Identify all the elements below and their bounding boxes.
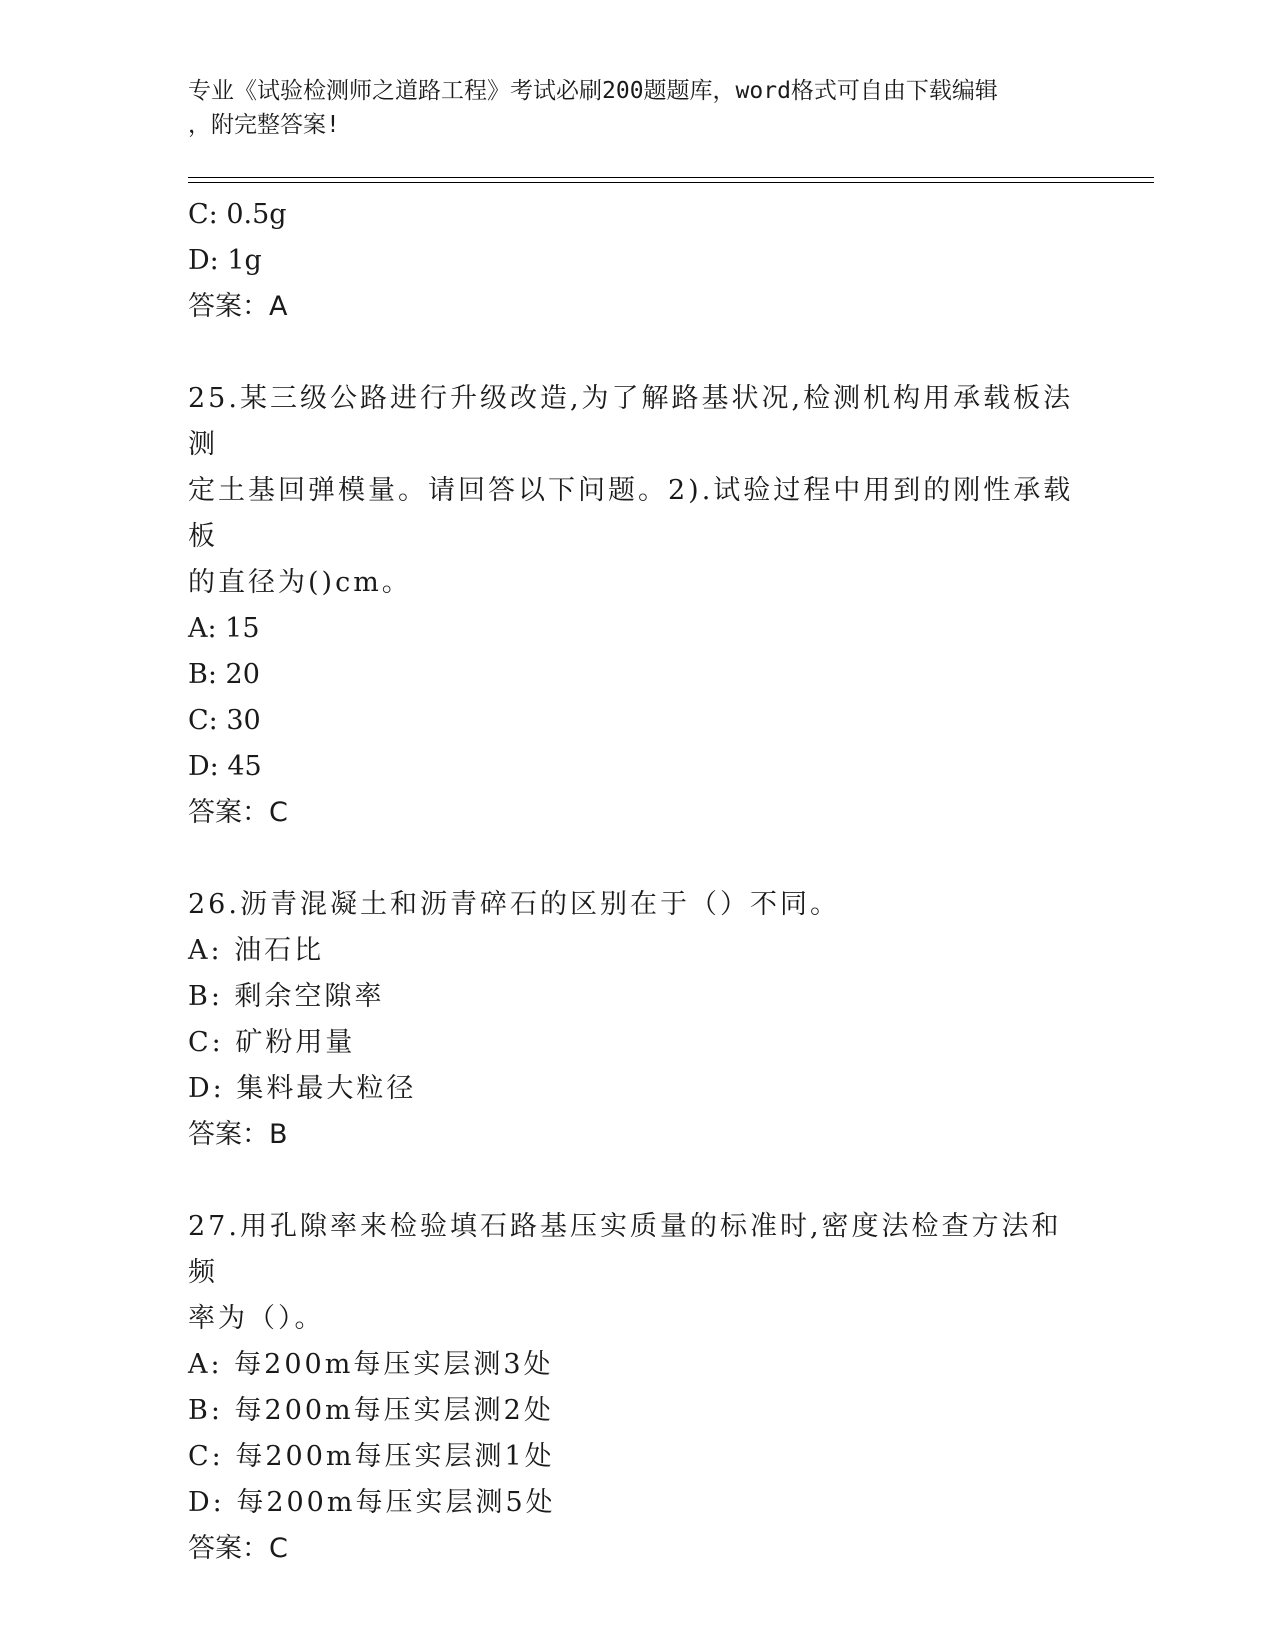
answer-line: 答案：C [188, 797, 288, 828]
option-a: A: 15 [188, 613, 260, 644]
question-block-26 [188, 882, 1088, 1158]
answer-line: 答案：C [188, 1533, 288, 1564]
option-b: B: 剩余空隙率 [188, 981, 385, 1012]
answer-line: 答案：A [188, 291, 288, 322]
header-divider-top [188, 177, 1154, 178]
option-c: C: 矿粉用量 [188, 1027, 356, 1058]
header-title-line-2: ，附完整答案! [188, 112, 340, 138]
question-text-line: 定土基回弹模量。请回答以下问题。2).试验过程中用到的刚性承载板 [188, 475, 1074, 552]
option-b: B: 每200m每压实层测2处 [188, 1395, 554, 1426]
option-c: C: 0.5g [188, 199, 287, 230]
question-text-line: 率为（）。 [188, 1303, 325, 1334]
question-list [188, 192, 1088, 1618]
option-b: B: 20 [188, 659, 260, 690]
option-d: D: 每200m每压实层测5处 [188, 1487, 556, 1518]
page-header [188, 74, 1088, 142]
header-title-line-1: 专业《试验检测师之道路工程》考试必刷200题题库，word格式可自由下载编辑 [188, 78, 998, 104]
option-c: C: 每200m每压实层测1处 [188, 1441, 555, 1472]
option-d: D: 45 [188, 751, 262, 782]
answer-line: 答案：B [188, 1119, 288, 1150]
question-text-line: 27.用孔隙率来检验填石路基压实质量的标准时,密度法检查方法和频 [188, 1211, 1062, 1288]
option-c: C: 30 [188, 705, 261, 736]
question-block-24 [188, 192, 1088, 330]
header-divider-bottom [188, 182, 1154, 183]
question-text-line: 26.沥青混凝土和沥青碎石的区别在于（）不同。 [188, 889, 840, 920]
question-block-25 [188, 376, 1088, 836]
question-text-line: 的直径为()cm。 [188, 567, 412, 598]
option-d: D: 1g [188, 245, 262, 276]
option-a: A: 油石比 [188, 935, 325, 966]
option-d: D: 集料最大粒径 [188, 1073, 417, 1104]
question-block-27 [188, 1204, 1088, 1572]
option-a: A: 每200m每压实层测3处 [188, 1349, 554, 1380]
question-text-line: 25.某三级公路进行升级改造,为了解路基状况,检测机构用承载板法测 [188, 383, 1074, 460]
